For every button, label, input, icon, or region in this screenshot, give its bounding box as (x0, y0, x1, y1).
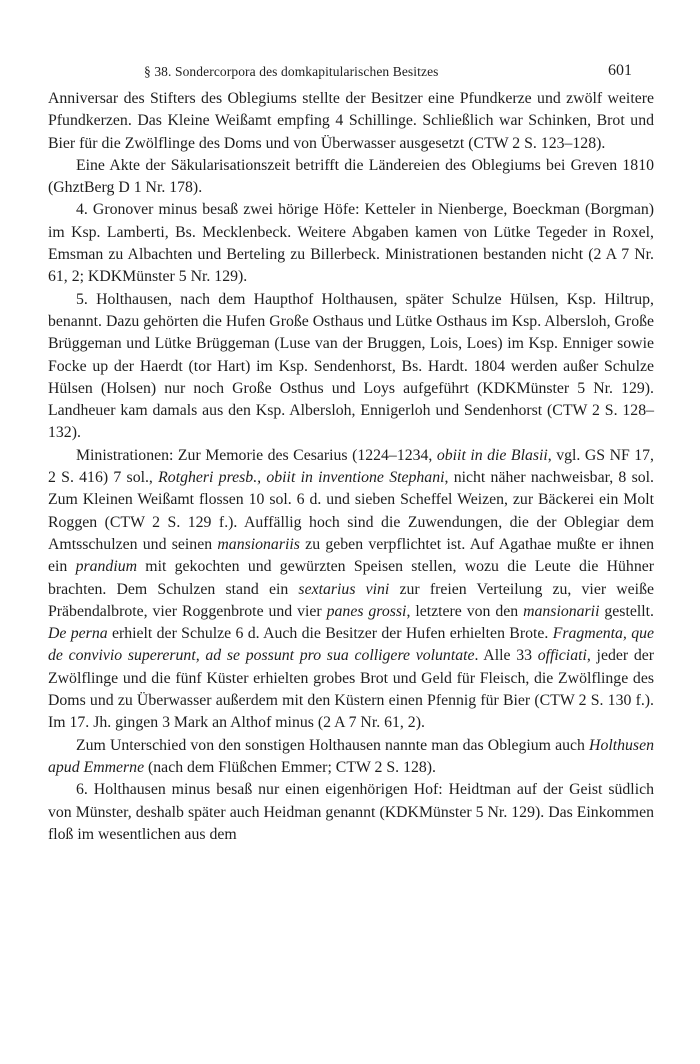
text-run: , vgl. GS NF 17, 2 S. 416) 7 sol., (48, 446, 655, 487)
latin-quote: officiati (537, 647, 587, 665)
text-run: Eine Akte der Säkularisationszeit betrifft die Ländereien des Oblegiums bei Greven 1810 (GhztBerg D 1 Nr. 178). (48, 156, 654, 197)
paragraph (48, 289, 654, 445)
text-run: mit gekochten und gewürzten Speisen stellen, wozu die Leute die Hühner brachten. Dem Schulzen stand ein (48, 558, 654, 598)
paragraph (48, 779, 654, 846)
text-run: 5. Holthausen, nach dem Haupthof Holthausen, später Schulze Hülsen, Ksp. Hiltrup, benannt. Dazu gehörten die Hufen Große Osthaus und Lütke Osthaus im Ksp. Albersloh, Große Brüggeman und Lütke Brüggeman (Luse van der Bruggen, Lois, Loes) im Ksp. Enniger sowie Focke up der Haerdt (tor Hart) im Ksp. Sendenhorst, Bs. Hardt. 1804 werden außer Schulze Hülsen (Holsen) nur noch Große Osthus und Loys aufgeführt (KDKMünster 5 Nr. 129). Landheuer kam damals aus den Ksp. Albersloh, Ennigerloh und Sendenhorst (CTW 2 S. 128–132). (48, 290, 654, 442)
text-run: Ministrationen: Zur Memorie des Cesarius (1224–1234, (76, 446, 437, 464)
latin-quote: panes grossi (326, 602, 407, 620)
latin-quote: prandium (75, 558, 138, 576)
text-run: , letztere von den (406, 602, 524, 620)
latin-quote: Holthusen apud Emmerne (48, 736, 654, 776)
latin-quote: Rotgheri presb., obiit in inventione Stephani (158, 469, 445, 487)
paragraph (48, 155, 654, 200)
latin-quote: De perna (48, 625, 108, 643)
body-text (48, 88, 654, 846)
text-run: Zum Unterschied von den sonstigen Holthausen nannte man das Oblegium auch (76, 736, 590, 754)
paragraph (48, 445, 654, 735)
paragraph (48, 199, 654, 288)
text-run: erhielt der Schulze 6 d. Auch die Besitzer der Hufen erhielten Brote. (107, 625, 553, 643)
text-run: 4. Gronover minus besaß zwei hörige Höfe: Ketteler in Nienberge, Boeckman (Borgman) im Ksp. Lamberti, Bs. Mecklenbeck. Weitere Abgaben kamen von Lütke Tegeder in Roxel, Emsman zu Albachten und Berteling zu Billerbeck. Ministrationen bestanden nicht (2 A 7 Nr. 61, 2; KDKMünster 5 Nr. 129). (48, 201, 654, 286)
text-run: Anniversar des Stifters des Oblegiums stellte der Besitzer eine Pfundkerze und zwölf weitere Pfundkerzen. Das Kleine Weißamt empfing 4 Schillinge. Schließlich war Schinken, Brot und Bier für die Zwölflinge des Doms und von Überwasser ausgesetzt (CTW 2 S. 123–128). (48, 90, 654, 152)
latin-quote: mansionariis (217, 535, 300, 553)
latin-quote: sextarius vini (298, 580, 390, 598)
running-header (48, 52, 654, 82)
latin-quote: Fragmenta, que de convivio supererunt, ad se possunt pro sua colligere voluntate (48, 625, 655, 665)
latin-quote: mansionarii (523, 602, 600, 620)
text-run: (nach dem Flüßchen Emmer; CTW 2 S. 128). (144, 758, 436, 776)
text-run: , nicht näher nachweisbar, 8 sol. Zum Kleinen Weißamt flossen 10 sol. 6 d. und sieben Scheffel Weizen, zur Bäckerei ein Molt Roggen (CTW 2 S. 129 f.). Auffällig hoch sind die Zuwendungen, die der Oblegiar dem Amtsschulzen und seinen (48, 469, 654, 553)
latin-quote: obiit in die Blasii (436, 446, 548, 464)
text-run: . Alle 33 (474, 647, 538, 665)
page-number: 601 (608, 62, 632, 79)
paragraph (48, 735, 654, 780)
text-run: , jeder der Zwölflinge und die fünf Küster erhielten grobes Brot und Geld für Fleisch, die Zwölflinge des Doms und zu Überwasser außerdem mit den Küstern einen Pfennig für Bier (CTW 2 S. 130 f.). Im 17. Jh. gingen 3 Mark an Althof minus (2 A 7 Nr. 61, 2). (48, 647, 655, 732)
book-page (48, 52, 654, 846)
text-run: zu geben verpflichtet ist. Auf Agathae mußte er ihnen ein (48, 535, 655, 576)
paragraph (48, 88, 654, 155)
running-title: § 38. Sondercorpora des domkapitularischen Besitzes (144, 64, 439, 79)
text-run: zur freien Verteilung zu, vier weiße Präbendalbrote, vier Roggenbrote und vier (48, 580, 654, 620)
text-run: 6. Holthausen minus besaß nur einen eigenhörigen Hof: Heidtman auf der Geist südlich von Münster, deshalb später auch Heidman genannt (KDKMünster 5 Nr. 129). Das Einkommen floß im wesentlichen aus dem (48, 781, 654, 843)
text-run: gestellt. (599, 602, 654, 620)
